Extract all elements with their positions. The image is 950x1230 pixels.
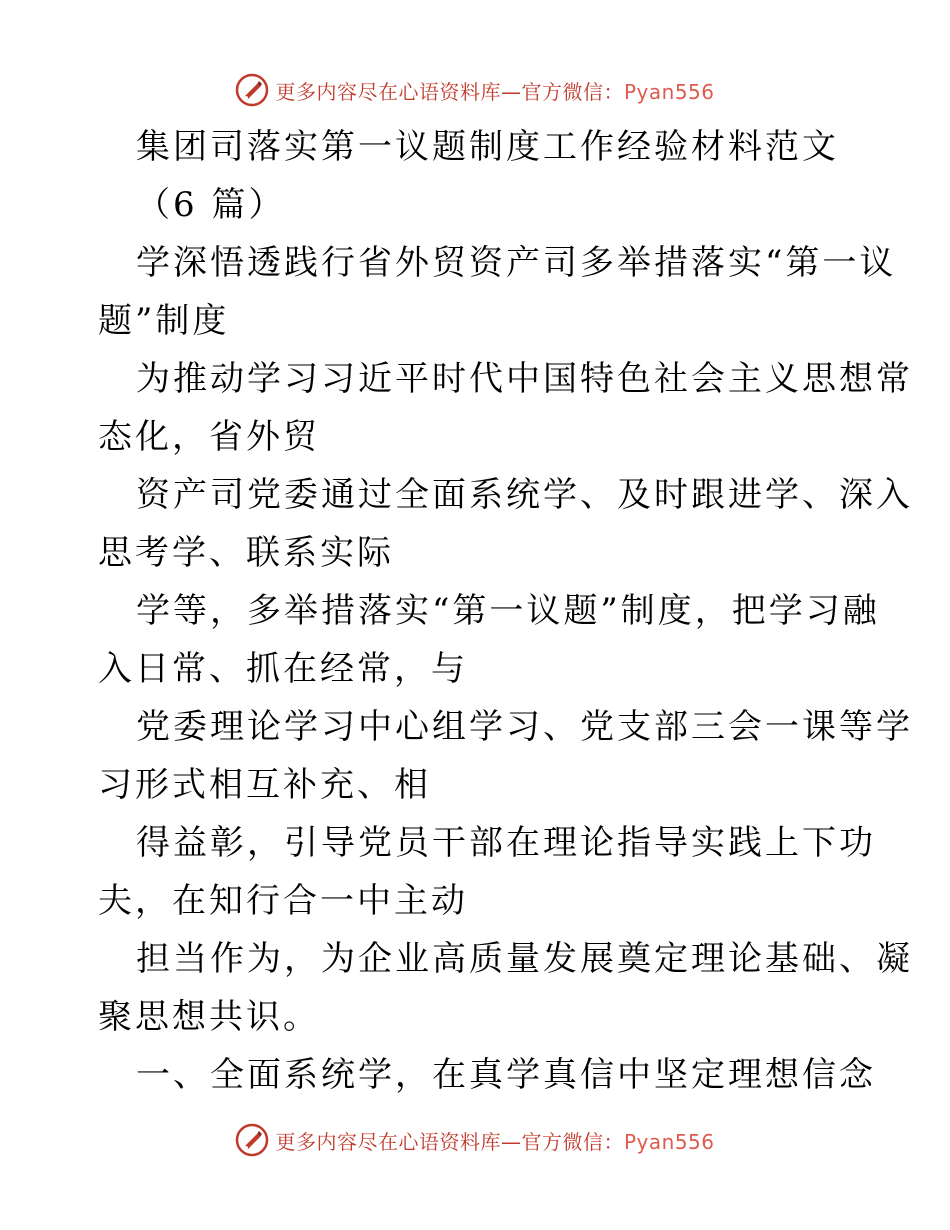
paragraph-line: 党委理论学习中心组学习、党支部三会一课等学 (136, 707, 913, 747)
paragraph-line: 得益彰，引导党员干部在理论指导实践上下功 (136, 823, 876, 863)
header-watermark (0, 70, 950, 110)
watermark-handle: Pyan556 (623, 79, 715, 104)
footer-watermark (0, 1120, 950, 1160)
watermark-text: 更多内容尽在心语资料库—官方微信：Pyan556 (275, 1129, 715, 1154)
paragraph-line: 入日常、抓在经常，与 (98, 649, 468, 689)
section-heading: 一、全面系统学，在真学真信中坚定理想信念 (136, 1055, 876, 1095)
document-body (98, 118, 913, 1104)
pen-circle-logo-icon (235, 1123, 269, 1157)
paragraph-line: 学深悟透践行省外贸资产司多举措落实“第一议 (136, 243, 897, 283)
paragraph-line: 担当作为，为企业高质量发展奠定理论基础、凝 (136, 939, 913, 979)
paragraph-line: 态化，省外贸 (98, 417, 320, 457)
watermark-handle: Pyan556 (623, 1129, 715, 1154)
document-title-count: （6 篇） (136, 185, 286, 225)
paragraph-line: 思考学、联系实际 (98, 533, 394, 573)
document-title: 集团司落实第一议题制度工作经验材料范文 (136, 127, 839, 167)
paragraph-line: 为推动学习习近平时代中国特色社会主义思想常 (136, 359, 913, 399)
paragraph-line: 习形式相互补充、相 (98, 765, 431, 805)
paragraph-line: 聚思想共识。 (98, 997, 320, 1037)
watermark-text: 更多内容尽在心语资料库—官方微信：Pyan556 (275, 79, 715, 104)
paragraph-line: 夫，在知行合一中主动 (98, 881, 468, 921)
paragraph-line: 资产司党委通过全面系统学、及时跟进学、深入 (136, 475, 913, 515)
pen-circle-logo-icon (235, 73, 269, 107)
paragraph-line: 学等，多举措落实“第一议题”制度，把学习融 (136, 591, 880, 631)
paragraph-line: 题”制度 (98, 301, 230, 341)
